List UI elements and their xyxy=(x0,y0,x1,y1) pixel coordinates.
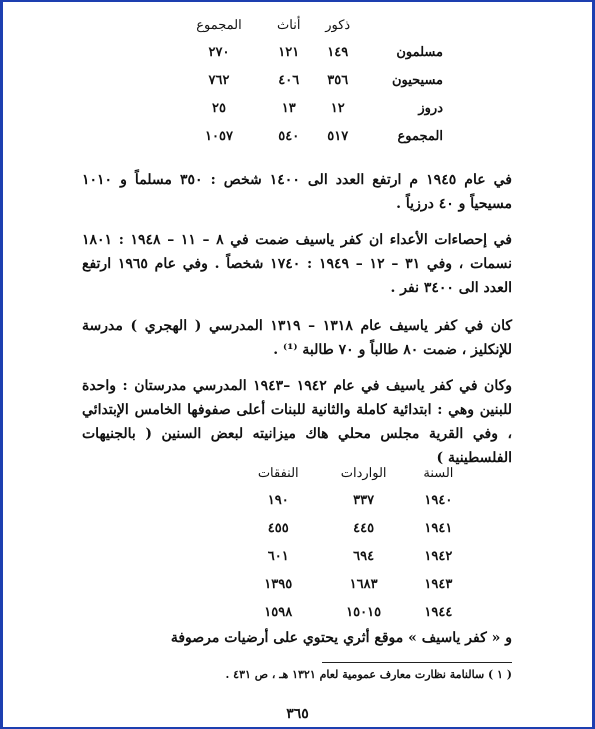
header-female: أناث xyxy=(277,17,301,33)
paragraph-text: في عام ١٩٤٥ م ارتفع العدد الى ١٤٠٠ شخص : ٣٥٠ مسلماً و ١٠١٠ مسيحياً و ٤٠ درزياً . xyxy=(82,172,512,212)
population-table-header xyxy=(173,12,443,38)
table-row xyxy=(238,514,468,542)
cell-male: ١٢ xyxy=(330,100,345,116)
table-row xyxy=(238,542,468,570)
paragraph xyxy=(82,626,512,650)
cell-male: ١٤٩ xyxy=(327,44,349,60)
paragraph xyxy=(82,314,512,362)
cell-male: ٣٥٦ xyxy=(327,72,349,88)
row-label: مسيحيون xyxy=(391,72,443,88)
table-row xyxy=(173,66,443,94)
paragraph-text: وكان في كفر ياسيف في عام ١٩٤٢ –١٩٤٣ المدرسي مدرستان : واحدة للبنين وهي : ابتدائية كاملة والثانية للبنات أعلى صفوفها الخامس الإبتدائي ، وفي القرية مجلس محلي هاك ميزانيته لبعض السنين ( بالجنيهات الفلسطينية ) xyxy=(82,378,513,466)
row-label: المجموع xyxy=(397,128,443,144)
header-total: المجموع xyxy=(196,17,242,33)
footnote: ( ١ ) سالنامة نظارت معارف عمومية لعام ١٣٢١ هـ ، ص ٤٣١ . xyxy=(225,668,512,681)
paragraph-text: في إحصاءات الأعداء ان كفر ياسيف ضمت في ٨ – ١١ – ١٩٤٨ : ١٨٠١ نسمات ، وفي ٣١ – ١٢ – ١٩٤٩ : ١٧٤٠ شخصاً . وفي عام ١٩٦٥ ارتفع العدد الى ٣٤٠٠ نفر . xyxy=(82,232,513,296)
cell-total: ٢٧٠ xyxy=(208,44,230,60)
paragraph xyxy=(82,374,512,470)
document-page xyxy=(3,2,592,727)
cell-year: ١٩٤٠ xyxy=(424,492,453,508)
footnote-divider xyxy=(322,662,512,663)
cell-income: ١٥٠١٥ xyxy=(346,604,382,620)
cell-female: ٤٠٦ xyxy=(278,72,300,88)
budget-table xyxy=(238,460,468,626)
cell-total: ٢٥ xyxy=(212,100,226,116)
cell-year: ١٩٤٣ xyxy=(424,576,453,592)
cell-year: ١٩٤٢ xyxy=(424,548,453,564)
row-label: مسلمون xyxy=(396,44,443,60)
cell-female: ٥٤٠ xyxy=(278,128,300,144)
table-row xyxy=(238,486,468,514)
table-row xyxy=(173,38,443,66)
page-number: ٣٦٥ xyxy=(286,706,309,722)
table-row xyxy=(173,122,443,150)
header-male: ذكور xyxy=(325,17,351,33)
paragraph xyxy=(82,228,512,300)
cell-expense: ١٩٠ xyxy=(267,492,289,508)
cell-income: ٣٣٧ xyxy=(353,492,375,508)
cell-male: ٥١٧ xyxy=(327,128,349,144)
header-year: السنة xyxy=(423,465,454,481)
cell-total: ١٠٥٧ xyxy=(205,128,233,144)
cell-expense: ١٣٩٥ xyxy=(264,576,293,592)
header-income: الواردات xyxy=(340,465,387,481)
paragraph xyxy=(82,168,512,216)
header-expense: النفقات xyxy=(257,465,299,481)
cell-income: ٤٤٥ xyxy=(353,520,375,536)
cell-expense: ٤٥٥ xyxy=(267,520,289,536)
header-spacer xyxy=(363,12,443,38)
population-table xyxy=(173,12,443,150)
table-row xyxy=(238,598,468,626)
cell-total: ٧٦٢ xyxy=(208,72,230,88)
cell-income: ٦٩٤ xyxy=(353,548,375,564)
row-label: دروز xyxy=(418,100,443,116)
table-row xyxy=(173,94,443,122)
table-row xyxy=(238,570,468,598)
paragraph-text: و « كفر ياسيف » موقع أثري يحتوي على أرضيات مرصوفة xyxy=(170,630,512,646)
cell-expense: ٦٠١ xyxy=(267,548,289,564)
cell-income: ١٦٨٣ xyxy=(349,576,378,592)
cell-year: ١٩٤٤ xyxy=(424,604,453,620)
budget-table-header xyxy=(238,460,468,486)
cell-female: ١٣ xyxy=(281,100,296,116)
cell-female: ١٢١ xyxy=(278,44,300,60)
paragraph-text: كان في كفر ياسيف عام ١٣١٨ – ١٣١٩ المدرسي ( الهجري ) مدرسة للإنكليز ، ضمت ٨٠ طالباً و ٧٠ طالبة ⁽¹⁾ . xyxy=(82,318,512,358)
cell-year: ١٩٤١ xyxy=(424,520,453,536)
cell-expense: ١٥٩٨ xyxy=(264,604,293,620)
